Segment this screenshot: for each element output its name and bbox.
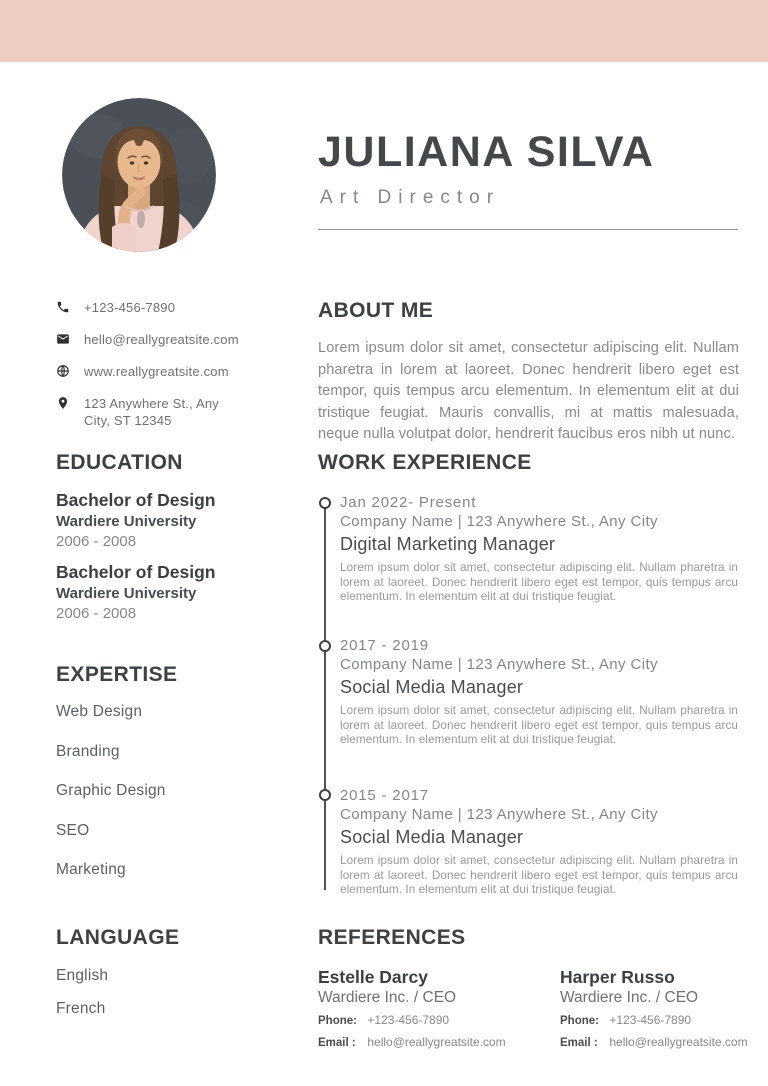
phone-icon (56, 300, 70, 314)
contact-website[interactable] (56, 363, 306, 380)
email-label: Email : (318, 1037, 356, 1049)
email-text: hello@reallygreatsite.com (84, 332, 239, 347)
experience-description: Lorem ipsum dolor sit amet, consectetur adipiscing elit. Nullam pharetra in lorem at laoreet. Donec hendrerit libero eget est tempor, quis tempus arcu elementum. In elementum elit at dui tristique feugiat. (340, 561, 738, 604)
about-text: Lorem ipsum dolor sit amet, consectetur adipiscing elit. Nullam pharetra in lorem at laoreet. Donec hendrerit libero eget est tempor, quis tempus arcu elementum. In elementum elit at dui tristique feugiat. Mauris convallis, mi at mattis malesuada, neque nulla volutpat dolor, hendrerit faucibus eros nibh ut nunc. (318, 340, 739, 443)
experience-role: Social Media Manager (340, 827, 524, 847)
portrait-illustration (62, 98, 216, 252)
education-years: 2006 - 2008 (56, 605, 137, 622)
contact-email[interactable] (56, 331, 306, 348)
education-years: 2006 - 2008 (56, 533, 137, 550)
education-degree: Bachelor of Design (56, 490, 216, 510)
globe-icon (56, 364, 70, 378)
expertise-item: Graphic Design (56, 782, 166, 799)
experience-company: Company Name | 123 Anywhere St., Any City (340, 513, 658, 530)
contact-address (56, 395, 306, 429)
experience-description: Lorem ipsum dolor sit amet, consectetur adipiscing elit. Nullam pharetra in lorem at laoreet. Donec hendrerit libero eget est tempor, quis tempus arcu elementum. In elementum elit at dui tristique feugiat. (340, 704, 738, 747)
experience-description: Lorem ipsum dolor sit amet, consectetur adipiscing elit. Nullam pharetra in lorem at laoreet. Donec hendrerit libero eget est tempor, quis tempus arcu elementum. In elementum elit at dui tristique feugiat. (340, 854, 738, 897)
experience-period: 2015 - 2017 (340, 787, 429, 804)
reference-email-row (318, 1034, 548, 1052)
expertise-item: SEO (56, 822, 90, 839)
reference-phone-row (560, 1012, 768, 1030)
experience-company: Company Name | 123 Anywhere St., Any City (340, 806, 658, 823)
reference-phone-row (318, 1012, 548, 1030)
language-heading: LANGUAGE (56, 926, 180, 949)
language-item: English (56, 967, 109, 984)
experience-role: Digital Marketing Manager (340, 534, 556, 554)
experience-company: Company Name | 123 Anywhere St., Any City (340, 656, 658, 673)
job-title: Art Director (320, 187, 501, 208)
education-degree: Bachelor of Design (56, 562, 216, 582)
phone-label: Phone: (318, 1015, 357, 1027)
experience-role: Social Media Manager (340, 677, 524, 697)
reference-name: Estelle Darcy (318, 967, 428, 987)
education-item (56, 561, 306, 624)
contact-phone (56, 299, 306, 316)
reference-name: Harper Russo (560, 967, 675, 987)
expertise-item: Marketing (56, 861, 126, 878)
reference-email: hello@reallygreatsite.com (609, 1035, 748, 1049)
education-heading: EDUCATION (56, 451, 183, 474)
education-school: Wardiere University (56, 513, 197, 530)
timeline-dot (319, 789, 331, 801)
title-divider (318, 229, 738, 230)
reference-company: Wardiere Inc. / CEO (560, 989, 699, 1006)
phone-label: Phone: (560, 1015, 599, 1027)
timeline-dot (319, 497, 331, 509)
expertise-item: Web Design (56, 703, 143, 720)
top-accent-banner (0, 0, 768, 62)
reference-email: hello@reallygreatsite.com (367, 1035, 506, 1049)
email-label: Email : (560, 1037, 598, 1049)
reference-email-row (560, 1034, 768, 1052)
experience-item (340, 493, 738, 605)
education-item (56, 489, 306, 552)
expertise-heading: EXPERTISE (56, 663, 178, 686)
experience-heading: WORK EXPERIENCE (318, 451, 532, 474)
references-heading: REFERENCES (318, 926, 466, 949)
person-name: JULIANA SILVA (318, 128, 655, 176)
email-icon (56, 332, 70, 346)
reference-phone: +123-456-7890 (367, 1013, 450, 1027)
reference-phone: +123-456-7890 (609, 1013, 692, 1027)
experience-period: 2017 - 2019 (340, 637, 429, 654)
education-school: Wardiere University (56, 585, 197, 602)
experience-item (340, 786, 738, 898)
expertise-item: Branding (56, 743, 120, 760)
profile-photo (62, 98, 216, 252)
phone-text: +123-456-7890 (84, 300, 176, 315)
timeline-line (324, 503, 326, 890)
reference-card (560, 966, 768, 1052)
experience-item (340, 636, 738, 748)
timeline-dot (319, 640, 331, 652)
language-item: French (56, 1000, 106, 1017)
reference-card (318, 966, 548, 1052)
reference-company: Wardiere Inc. / CEO (318, 989, 457, 1006)
website-text: www.reallygreatsite.com (84, 364, 229, 379)
address-text: 123 Anywhere St., Any City, ST 12345 (84, 396, 220, 428)
about-heading: ABOUT ME (318, 299, 434, 322)
experience-period: Jan 2022- Present (340, 494, 477, 511)
location-icon (56, 396, 70, 410)
